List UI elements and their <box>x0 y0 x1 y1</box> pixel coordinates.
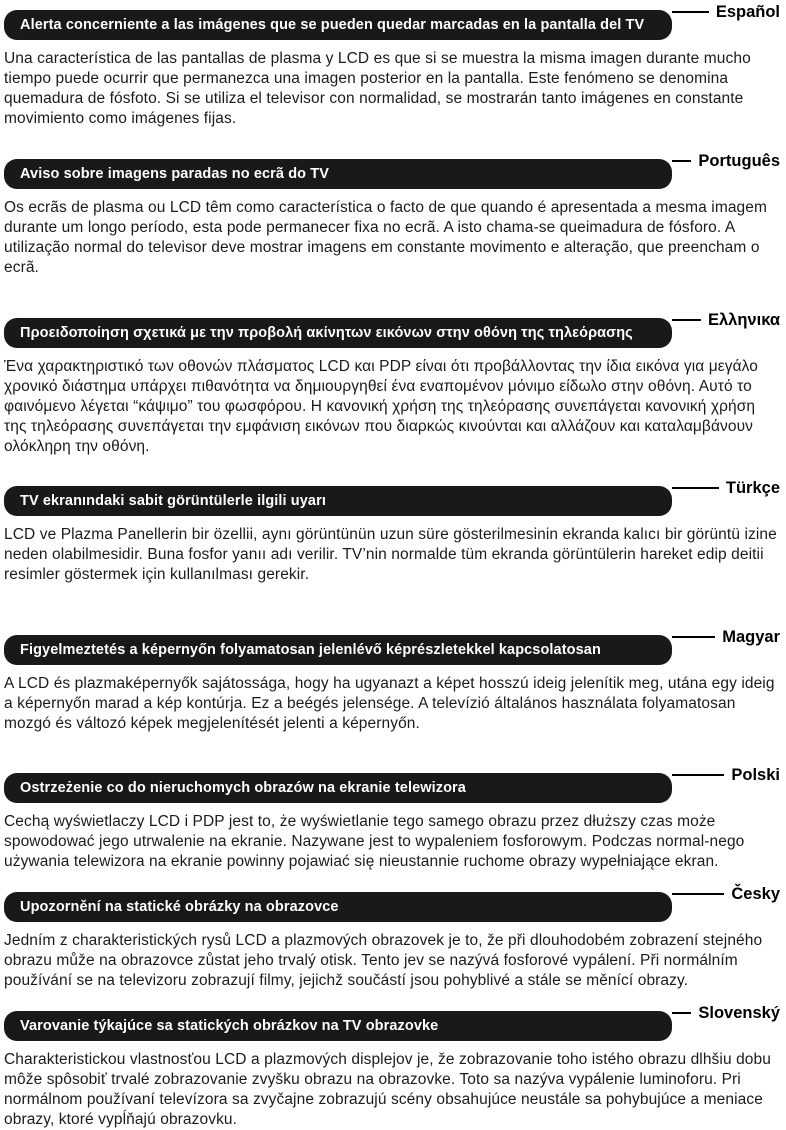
section-turkce <box>4 478 782 585</box>
warning-banner-text: Figyelmeztetés a képernyőn folyamatosan jelenlévő képrészletekkel kapcsolatosan <box>20 642 601 658</box>
warning-banner-text: Varovanie týkajúce sa statických obrázkov na TV obrazovke <box>20 1018 439 1034</box>
warning-body-text: Cechą wyświetlaczy LCD i PDP jest to, że wyświetlanie tego samego obrazu przez dłuższy czas może spowodować jego utrwalenie na ekranie. Nazywane jest to wypaleniem fosforowym. Podczas normal-nego używania telewizora na ekranie powinny pojawiać się nieustannie ruchome obrazy wypełniające ekran. <box>4 813 745 870</box>
language-label: Slovenský <box>698 1004 780 1022</box>
warning-banner-text: Προειδοποίηση σχετικά με την προβολή ακίνητων εικόνων στην οθόνη της τηλεόρασης <box>20 325 633 341</box>
section-header-row <box>4 884 782 922</box>
language-label: Türkçe <box>725 479 780 497</box>
section-espanol <box>4 2 782 129</box>
connector-line <box>672 774 724 776</box>
connector-line <box>672 1012 691 1014</box>
warning-body-text: A LCD és plazmaképernyők sajátossága, hogy ha ugyanazt a képet hosszú ideig jelenítik meg, utána egy ideig a képernyőn marad a kép kontúrja. Ez a beégés jelensége. A televízió általános használata folyamatosan mozgó és változó képek megjelenítését jelenti a képernyőn. <box>4 675 775 732</box>
language-label: Česky <box>731 885 780 903</box>
section-header-row <box>4 765 782 803</box>
section-header-row <box>4 478 782 516</box>
section-portugues <box>4 151 782 278</box>
warning-body-text: Jedním z charakteristických rysů LCD a plazmových obrazovek je to, že při dlouhodobém zobrazení stejného obrazu může na obrazovce zůstat jeho trvalý otisk. Tento jev se nazývá fosforové vypálení. Při normálním používání se na televizoru zobrazují filmy, jejichž součástí jsou pohyblivé a stále se měnící obrazy. <box>4 932 763 989</box>
connector-line <box>672 487 719 489</box>
connector-line <box>672 636 715 638</box>
warning-banner-text: TV ekranındaki sabit görüntülerle ilgili uyarı <box>20 493 326 509</box>
section-slovensky <box>4 1003 782 1130</box>
warning-body-text: Os ecrãs de plasma ou LCD têm como característica o facto de que quando é apresentada a mesma imagem durante um longo período, esta pode permanecer fixa no ecrã. A isto chama-se queimadura de fósforo. A utilização normal do televisor deve mostrar imagens em constante movimento e alteração, que preencham o ecrã. <box>4 199 767 276</box>
section-header-row <box>4 1003 782 1041</box>
warning-banner-text: Ostrzeżenie co do nieruchomych obrazów na ekranie telewizora <box>20 780 466 796</box>
warning-banner <box>4 486 672 516</box>
section-magyar <box>4 627 782 734</box>
warning-banner-text: Aviso sobre imagens paradas no ecrã do TV <box>20 166 329 182</box>
section-polski <box>4 765 782 872</box>
warning-banner <box>4 1011 672 1041</box>
language-label: Español <box>715 3 780 21</box>
connector-line <box>672 11 709 13</box>
connector-line <box>672 319 701 321</box>
warning-banner-text: Alerta concerniente a las imágenes que se pueden quedar marcadas en la pantalla del TV <box>20 17 645 33</box>
warning-banner <box>4 159 672 189</box>
language-label: Português <box>698 152 780 170</box>
warning-banner <box>4 773 672 803</box>
warning-banner <box>4 635 672 665</box>
section-header-row <box>4 151 782 189</box>
warning-body-text: LCD ve Plazma Panellerin bir özellii, aynı görüntünün uzun süre gösterilmesinin ekranda kalıcı bir görüntü izine neden olabilmesidir. Buna fosfor yanıı adı verilir. TV’nin normalde tüm ekranda görüntülerin hareket edip deitii resimler göstermek için kullanılması gerekir. <box>4 526 777 583</box>
section-cesky <box>4 884 782 991</box>
language-label: Magyar <box>722 628 780 646</box>
section-header-row <box>4 627 782 665</box>
connector-line <box>672 160 691 162</box>
warning-banner-text: Upozornění na statické obrázky na obrazovce <box>20 899 339 915</box>
warning-banner <box>4 892 672 922</box>
warning-body-text: Charakteristickou vlastnosťou LCD a plazmových displejov je, že zobrazovanie toho istého obrazu dlhšiu dobu môže spôsobiť trvalé zobrazovanie zvyšku obrazu na obrazovke. Toto sa nazýva vypálenie luminoforu. Pri normálnom používaní televízora sa zvyčajne zobrazujú scény obsahujúce neustále sa pohybujúce a meniace obrazy, ktoré vypĺňajú obrazovku. <box>4 1051 771 1128</box>
warning-banner <box>4 318 672 348</box>
warning-body-text: Una característica de las pantallas de plasma y LCD es que si se muestra la misma imagen durante mucho tiempo puede ocurrir que permanezca una imagen posterior en la pantalla. Este fenómeno se denomina quemadura de fósfoto. Si se utiliza el televisor con normalidad, se mostrarán tanto imágenes en constante movimiento como imágenes fijas. <box>4 50 751 127</box>
warning-body-text: Ένα χαρακτηριστικό των οθονών πλάσματος LCD και PDP είναι ότι προβάλλοντας την ίδια εικόνα για μεγάλο χρονικό διάστημα υπάρχει πιθανότητα να δημιουργηθεί ένα εναπομένον μόνιμο είδωλο στην οθόνη. Αυτό το φαινόμενο λέγεται “κάψιμο” του φωσφόρου. Η κανονική χρήση της τηλεόρασης συνεπάγεται κανονική χρήση της τηλεόρασης συνεπάγεται την εμφάνιση εικόνων που διαρκώς κινούνται και αλλάζουν και καταλαμβάνουν ολόκληρη την οθόνη. <box>4 358 759 455</box>
language-label: Ελληνικα <box>708 311 780 329</box>
connector-line <box>672 893 724 895</box>
warning-banner <box>4 10 672 40</box>
section-ellinika <box>4 310 782 457</box>
section-header-row <box>4 310 782 348</box>
language-label: Polski <box>731 766 780 784</box>
section-header-row <box>4 2 782 40</box>
